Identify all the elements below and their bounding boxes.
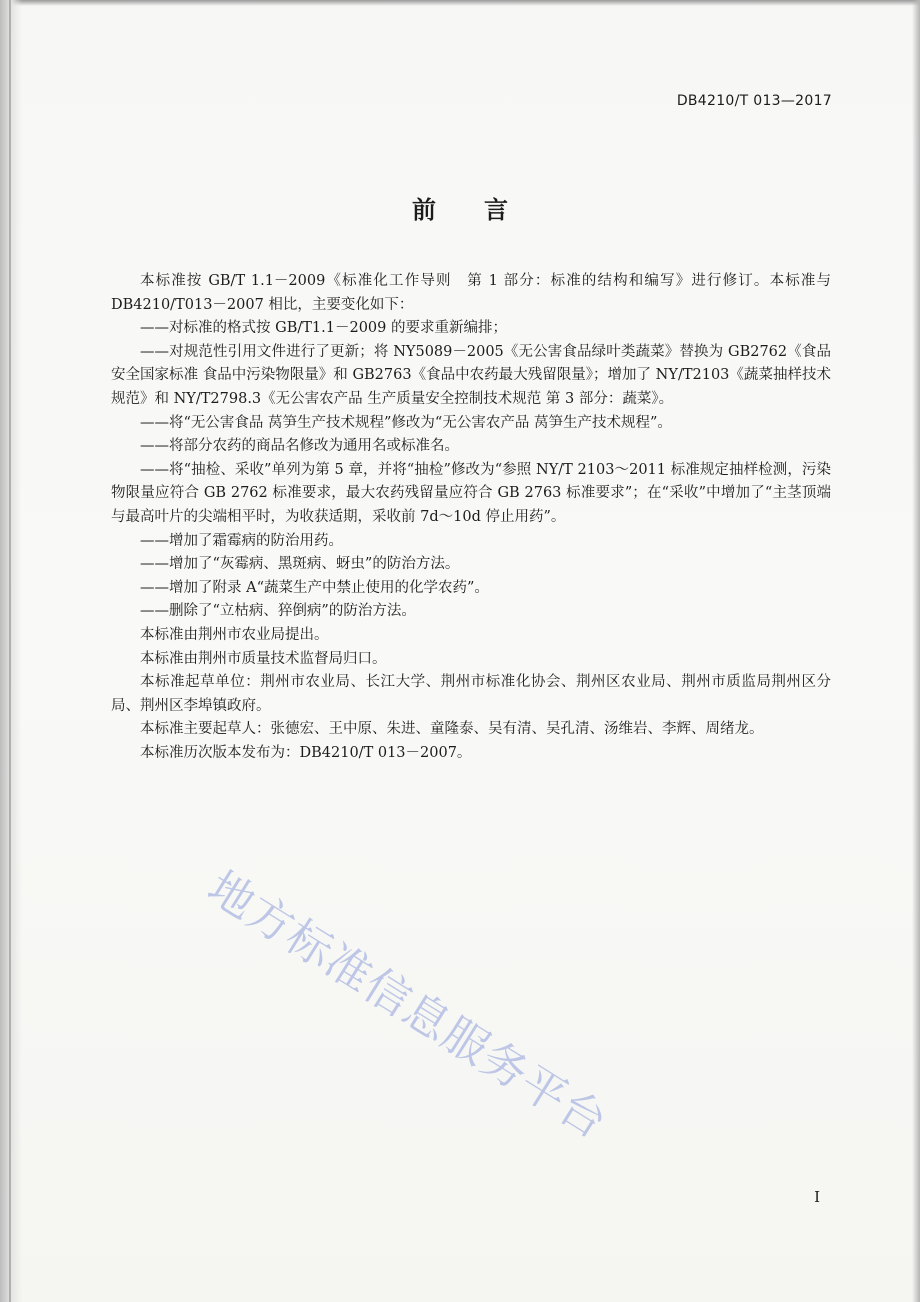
standard-code: DB4210/T 013—2017 bbox=[676, 93, 832, 109]
page-number: I bbox=[814, 1188, 820, 1206]
paragraph-change-inspection: ——将“抽检、采收”单列为第 5 章，并将“抽检”修改为“参照 NY/T 2103～2011 标准规定抽样检测，污染物限量应符合 GB 2762 标准要求，最大农药残留量应符合 GB 2763 标准要求”；在“采收”中增加了“主茎顶端与最高叶片的尖端相平时，为收获适期，采收前 7d～10d 停止用药”。 bbox=[111, 461, 831, 525]
paragraph-administrator: 本标准由荆州市质量技术监督局归口。 bbox=[140, 650, 387, 667]
paragraph-intro: 本标准按 GB/T 1.1－2009《标准化工作导则 第 1 部分：标准的结构和编写》进行修订。本标准与 DB4210/T013－2007 相比，主要变化如下： bbox=[111, 273, 831, 313]
watermark: 地方标准信息服务平台 bbox=[198, 860, 617, 1150]
paragraph-change-title: ——将“无公害食品 莴笋生产技术规程”修改为“无公害农产品 莴笋生产技术规程”。 bbox=[140, 414, 672, 431]
page-title: 前言 bbox=[412, 196, 556, 224]
paragraph-drafting-units: 本标准起草单位：荆州市农业局、长江大学、荆州市标准化协会、荆州区农业局、荆州市质监局荆州区分局、荆州区李埠镇政府。 bbox=[111, 674, 831, 714]
paragraph-change-downy-mildew: ——增加了霜霉病的防治用药。 bbox=[140, 532, 343, 549]
paragraph-proposer: 本标准由荆州市农业局提出。 bbox=[140, 626, 329, 643]
scan-edge-top bbox=[0, 0, 920, 6]
paragraph-change-grey-mold: ——增加了“灰霉病、黑斑病、蚜虫”的防治方法。 bbox=[140, 556, 460, 573]
paragraph-change-format: ——对标准的格式按 GB/T1.1－2009 的要求重新编排； bbox=[140, 320, 507, 337]
paragraph-drafters: 本标准主要起草人：张德宏、王中原、朱进、童隆泰、吴有清、吴孔清、汤维岩、李辉、周绪龙。 bbox=[140, 721, 764, 738]
paragraph-change-pesticide-names: ——将部分农药的商品名修改为通用名或标准名。 bbox=[140, 438, 459, 455]
paragraph-change-references: ——对规范性引用文件进行了更新；将 NY5089－2005《无公害食品绿叶类蔬菜》替换为 GB2762《食品安全国家标准 食品中污染物限量》和 GB2763《食品中农药最大残留限量》；增加了 NY/T2103《蔬菜抽样技术规范》和 NY/T2798.3《无公害农产品 生产质量安全控制技术规范 第 3 部分：蔬菜》。 bbox=[111, 343, 831, 407]
paragraph-history: 本标准历次版本发布为：DB4210/T 013－2007。 bbox=[140, 744, 472, 761]
foreword-body bbox=[111, 270, 831, 765]
paragraph-change-appendix: ——增加了附录 A“蔬菜生产中禁止使用的化学农药”。 bbox=[140, 579, 489, 596]
paragraph-change-removed: ——删除了“立枯病、猝倒病”的防治方法。 bbox=[140, 603, 416, 620]
